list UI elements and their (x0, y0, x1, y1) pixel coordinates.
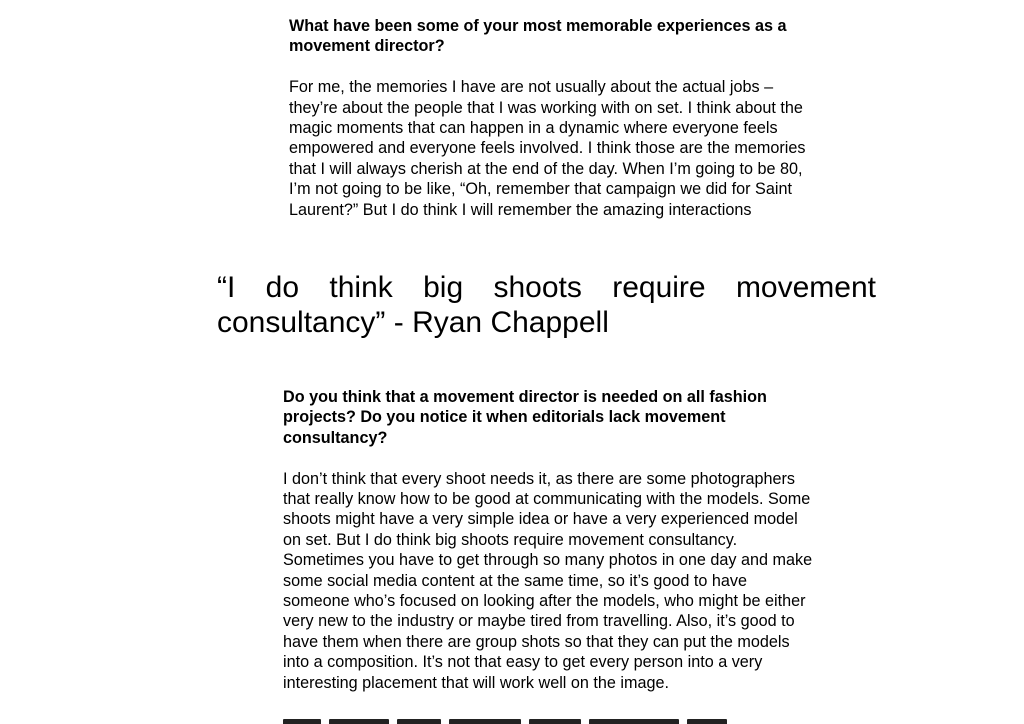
interview-answer: I don’t think that every shoot needs it, as there are some photographers that really know how to be good at communicating with the models. Some shoots might have a very simple idea or have a very experienced model on set. But I do think big shoots require movement consultancy. Sometimes you have to get through so many photos in one day and make some social media content at the same time, so it’s good to have someone who’s focused on looking after the models, who might be either very new to the industry or maybe tired from travelling. Also, it’s good to have them when there are group shots so that they can put the models into a composition. It’s not that easy to get every person into a very interesting placement that will work well on the image. (283, 469, 813, 692)
pull-quote: “I do think big shoots require movement consultancy” - Ryan Chappell (217, 271, 876, 339)
interview-question: What have been some of your most memorable experiences as a movement director? (289, 17, 787, 56)
interview-answer: For me, the memories I have are not usually about the actual jobs – they’re about the people that I was working with on set. I think about the magic moments that can happen in a dynamic where everyone feels empowered and everyone feels involved. I think those are the memories that I will always cherish at the end of the day. When I’m going to be 80, I’m not going to be like, “Oh, remember that campaign we did for Saint Laurent?” But I do think I will remember the amazing interactions (289, 78, 806, 219)
interview-section-memorable-experiences (289, 16, 814, 220)
interview-question: Do you think that a movement director is needed on all fashion projects? Do you notice it when editorials lack movement consultancy? (283, 388, 767, 447)
cut-off-next-line (283, 716, 763, 724)
interview-section-movement-director-needed (283, 387, 813, 693)
